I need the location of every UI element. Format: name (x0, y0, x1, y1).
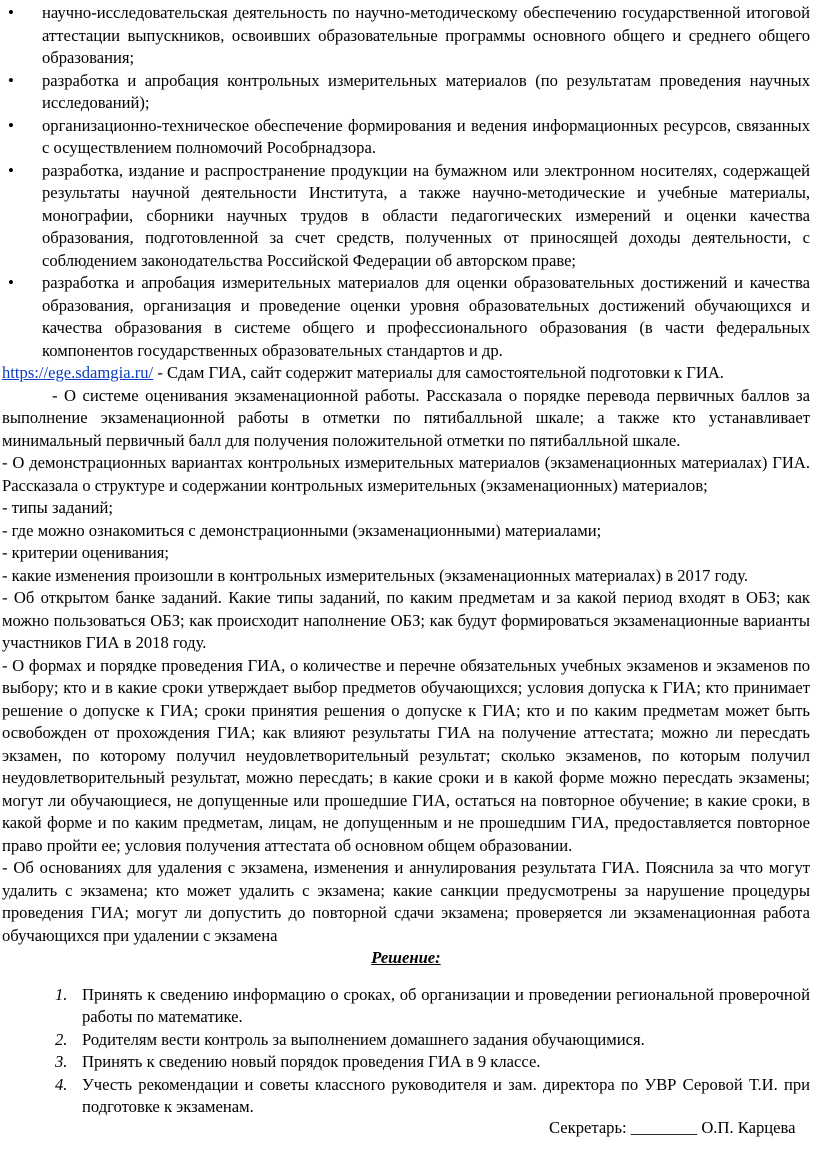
item-text: Принять к сведению информацию о сроках, об организации и проведении региональной проверочной работы по математике. (82, 984, 810, 1026)
item-number: 3. (55, 1052, 68, 1071)
decision-heading: Решение: (371, 948, 441, 967)
list-item (55, 984, 810, 1029)
item-number: 2. (55, 1029, 68, 1049)
list-item: • организационно-техническое обеспечение формирования и ведения информационных ресурсов, связанных с осуществлением полномочий Рособрнадзора. (2, 115, 810, 160)
link-description: - Сдам ГИА, сайт содержит материалы для самостоятельной подготовки к ГИА. (153, 363, 724, 382)
item-text: Родителям вести контроль за выполнением домашнего задания обучающимися. (82, 1029, 645, 1049)
sdamgia-link[interactable]: https://ege.sdamgia.ru/ (2, 363, 154, 382)
paragraph-exam-removal: - Об основаниях для удаления с экзамена, изменения и аннулирования результата ГИА. Пояснила за что могут удалить с экзамена; кто может удалить с экзамена; какие санкции предусмотрены за нарушение процедуры проведения ГИА; могут ли допустить до повторной сдачи экзамена; проверяется ли экзаменационная работа обучающихся при удалении с экзамена (2, 858, 810, 945)
activity-list (2, 2, 810, 362)
paragraph-grading: - О системе оценивания экзаменационной работы. Рассказала о порядке перевода первичных баллов за выполнение экзаменационной работы в отметки по пятибалльной шкале; а также кто устанавливает минимальный первичный балл для получения положительной отметки по пятибалльной шкале. (2, 385, 810, 450)
paragraph-exam-forms: - О формах и порядке проведения ГИА, о количестве и перечне обязательных учебных экзаменов и экзаменов по выбору; кто и в какие сроки утверждает выбор предметов обучающихся; условия допуска к ГИА; кто принимает решение о допуске к ГИА; сроки принятия решения о допуске к ГИА; кто и по каким предметам может быть освобожден от прохождения ГИА; как влияют результаты ГИА на получение аттестата; можно ли пересдать экзамен, по которому получил неудовлетворительный результат; сколько экзаменов, по которым получил неудовлетворительный результат, можно пересдать; в какие сроки и в какой форме можно пересдать экзамены; могут ли обучающиеся, не допущенные или прошедшие ГИА, остаться на повторное обучение; в какие сроки, в какой форме и по каким предметам, лицам, не допущенным и не прошедшим ГИА, предоставляется повторное право пройти ее; условия получения аттестата об основном общем образовании. (2, 655, 810, 855)
item-number: 4. (55, 1074, 68, 1094)
paragraph-task-bank: - Об открытом банке заданий. Какие типы заданий, по каким предметам и за какой период входят в ОБЗ; как можно пользоваться ОБЗ; как происходит наполнение ОБЗ; как будут формироваться экзаменационные варианты участников ГИА в 2018 году. (2, 588, 810, 652)
decision-list (2, 984, 810, 1119)
paragraph-demo-variants: - О демонстрационных вариантах контрольных измерительных материалов (экзаменационных материалах) ГИА. Рассказала о структуре и содержании контрольных измерительных (экзаменационных) материалов; (2, 453, 810, 495)
list-item: • разработка и апробация измерительных материалов для оценки образовательных достижений и качества образования, организация и проведение оценки уровня образовательных достижений обучающихся и качества образования в системе общего и профессионального образования (в части федеральных компонентов государственных образовательных стандартов и др. (2, 272, 810, 362)
paragraph-changes-2017: - какие изменения произошли в контрольных измерительных (экзаменационных материалах) в 2017 году. (2, 565, 749, 585)
secretary-signature: Секретарь: ________ О.П. Карцева (549, 1118, 796, 1137)
list-item (55, 1029, 810, 1052)
list-item: • научно-исследовательская деятельность по научно-методическому обеспечению государственной итоговой аттестации выпускников, освоивших образовательные программы основного общего и среднего общего образования; (2, 2, 810, 70)
paragraph-criteria: - критерии оценивания; (2, 543, 170, 562)
item-text: Учесть рекомендации и советы классного руководителя и зам. директора по УВР Серовой Т.И. при подготовке к экзаменам. (82, 1074, 810, 1116)
paragraph-task-types: - типы заданий; (2, 498, 113, 517)
resource-link-paragraph (2, 362, 810, 385)
item-text: Принять к сведению новый порядок проведения ГИА в 9 классе. (82, 1052, 541, 1071)
item-number: 1. (55, 984, 68, 1004)
list-item (55, 1074, 810, 1119)
paragraph-demo-materials: - где можно ознакомиться с демонстрационными (экзаменационными) материалами; (2, 520, 602, 540)
list-item (55, 1051, 810, 1074)
list-item: • разработка, издание и распространение продукции на бумажном или электронном носителях, содержащей результаты научной деятельности Института, а также научно-методические и учебные материалы, монографии, сборники научных трудов в области педагогических измерений и оценки качества образования, подготовленной за счет средств, полученных от приносящей доходы деятельности, с соблюдением законодательства Российской Федерации об авторском праве; (2, 160, 810, 273)
list-item: • разработка и апробация контрольных измерительных материалов (по результатам проведения научных исследований); (2, 70, 810, 115)
